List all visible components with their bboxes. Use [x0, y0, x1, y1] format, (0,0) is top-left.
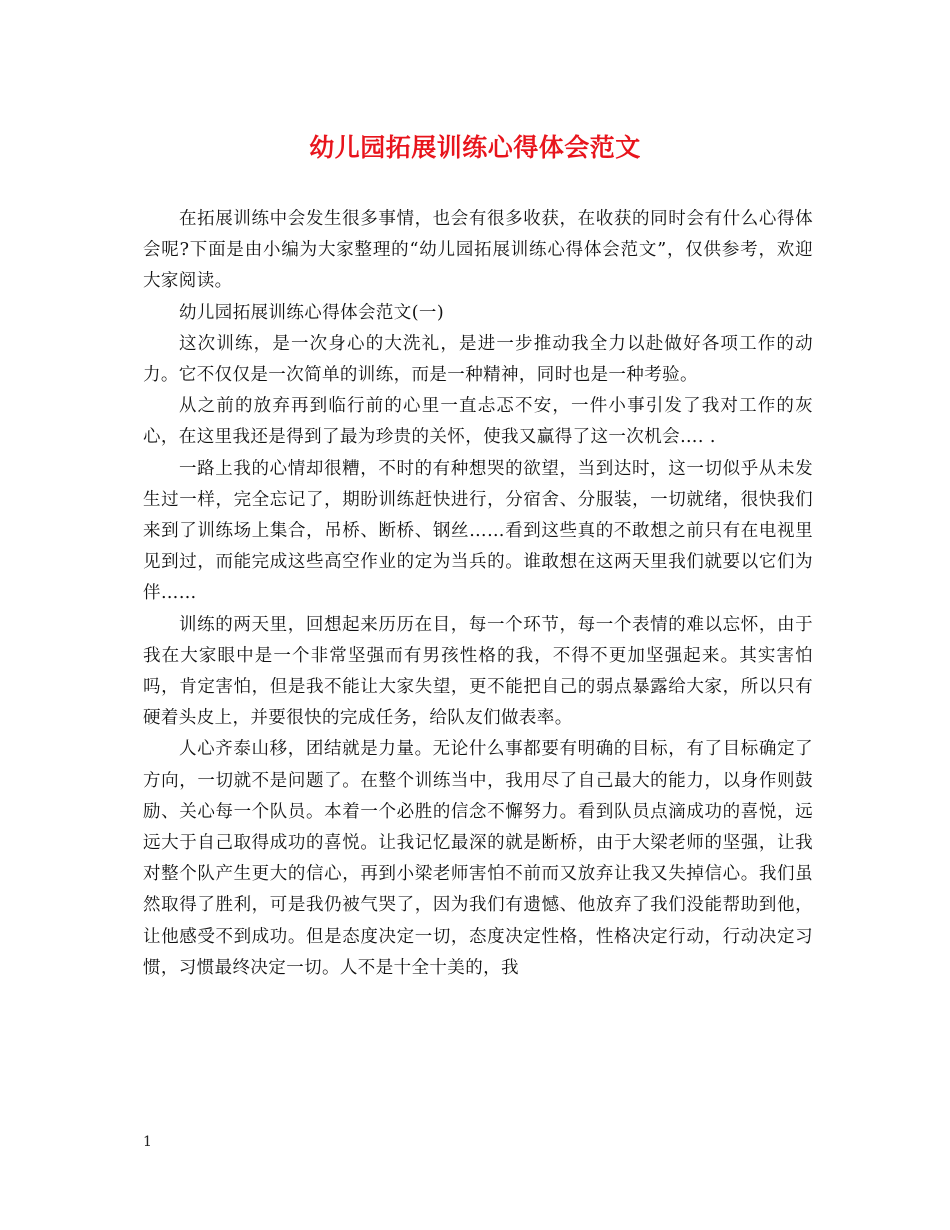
document-body: [143, 204, 813, 984]
document-title: 幼儿园拓展训练心得体会范文: [309, 133, 641, 162]
intro-paragraph: 在拓展训练中会发生很多事情，也会有很多收获，在收获的同时会有什么心得体会呢?下面是由小编为大家整理的“幼儿园拓展训练心得体会范文”，仅供参考，欢迎大家阅读。: [143, 209, 813, 292]
page-number: 1: [143, 1134, 152, 1150]
body-paragraph: 训练的两天里，回想起来历历在目，每一个环节，每一个表情的难以忘怀，由于我在大家眼中是一个非常坚强而有男孩性格的我，不得不更加坚强起来。其实害怕吗，肯定害怕，但是我不能让大家失望，更不能把自己的弱点暴露给大家，所以只有硬着头皮上，并要很快的完成任务，给队友们做表率。: [143, 614, 813, 729]
section-heading: 幼儿园拓展训练心得体会范文(一): [179, 302, 445, 323]
body-paragraph: 这次训练，是一次身心的大洗礼，是进一步推动我全力以赴做好各项工作的动力。它不仅仅是一次简单的训练，而是一种精神，同时也是一种考验。: [143, 333, 813, 386]
body-paragraph: 从之前的放弃再到临行前的心里一直忐忑不安，一件小事引发了我对工作的灰心，在这里我还是得到了最为珍贵的关怀，使我又赢得了这一次机会…. .: [143, 396, 813, 448]
body-paragraph: 人心齐泰山移，团结就是力量。无论什么事都要有明确的目标，有了目标确定了方向，一切就不是问题了。在整个训练当中，我用尽了自己最大的能力，以身作则鼓励、关心每一个队员。本着一个必胜的信念不懈努力。看到队员点滴成功的喜悦，远远大于自己取得成功的喜悦。让我记忆最深的就是断桥，由于大梁老师的坚强，让我对整个队产生更大的信心，再到小梁老师害怕不前而又放弃让我又失掉信心。我们虽然取得了胜利，可是我仍被气哭了，因为我们有遗憾、他放弃了我们没能帮助到他，让他感受不到成功。但是态度决定一切，态度决定性格，性格决定行动，行动决定习惯，习惯最终决定一切。人不是十全十美的，我: [143, 739, 813, 978]
body-paragraph: 一路上我的心情却很糟，不时的有种想哭的欲望，当到达时，这一切似乎从未发生过一样，完全忘记了，期盼训练赶快进行，分宿舍、分服装，一切就绪，很快我们来到了训练场上集合，吊桥、断桥、钢丝……看到这些真的不敢想之前只有在电视里见到过，而能完成这些高空作业的定为当兵的。谁敢想在这两天里我们就要以它们为伴……: [143, 458, 813, 604]
